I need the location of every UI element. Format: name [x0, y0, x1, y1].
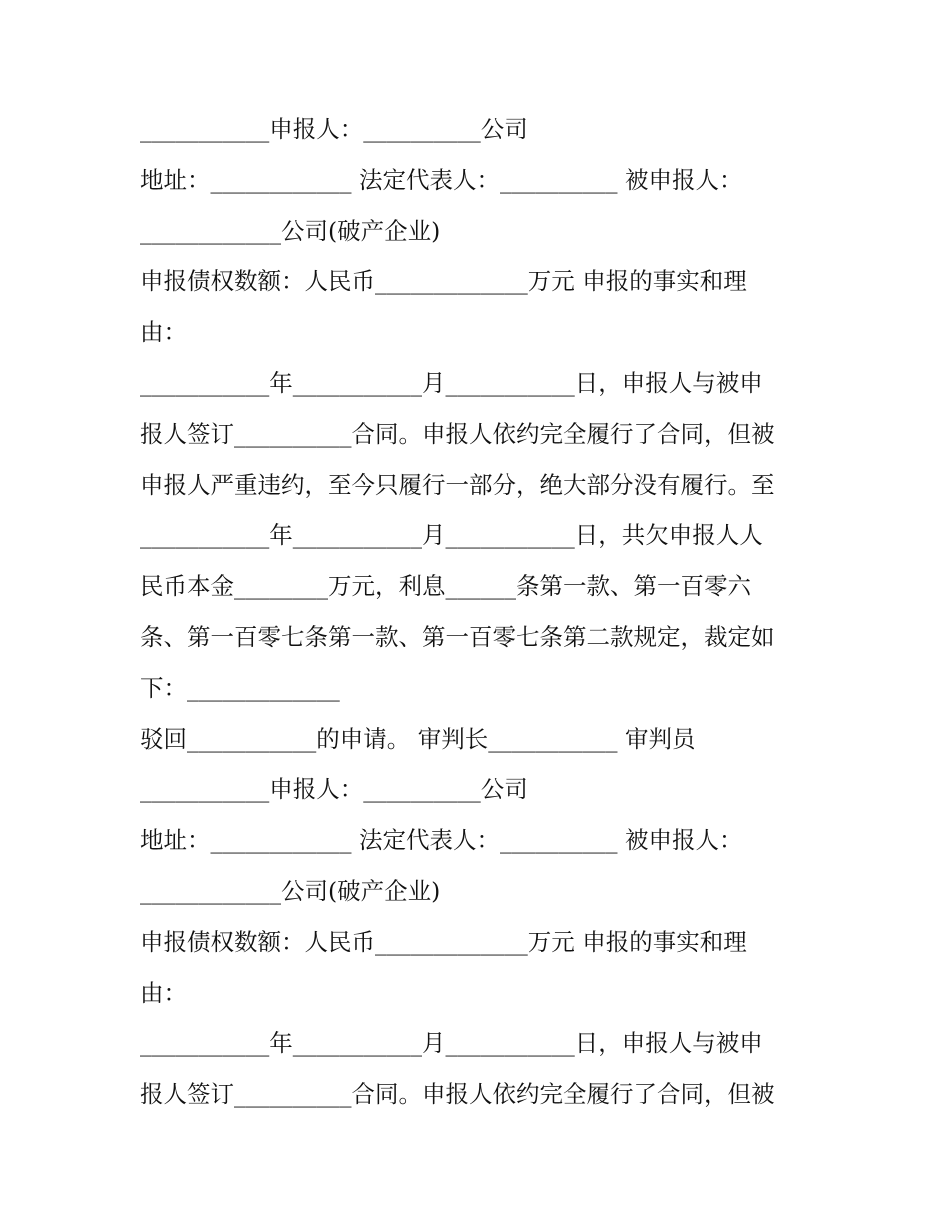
- text-line: ____________公司(破产企业): [140, 216, 441, 245]
- document-body: [140, 104, 820, 1120]
- text-line: 报人签订__________合同。申报人依约完全履行了合同，但被: [140, 1080, 775, 1109]
- text-line: 申报债权数额：人民币_____________万元 申报的事实和理: [140, 927, 747, 956]
- text-line: 由：: [140, 978, 187, 1007]
- text-line: 地址：____________ 法定代表人：__________ 被申报人：: [140, 165, 743, 194]
- text-line: 驳回___________的申请。 审判长___________ 审判员: [140, 724, 696, 753]
- text-line: 申报债权数额：人民币_____________万元 申报的事实和理: [140, 267, 747, 296]
- text-line: 报人签订__________合同。申报人依约完全履行了合同，但被: [140, 419, 775, 448]
- text-line: 地址：____________ 法定代表人：__________ 被申报人：: [140, 826, 743, 855]
- text-line: 申报人严重违约，至今只履行一部分，绝大部分没有履行。至: [140, 470, 775, 499]
- text-line: 由：: [140, 318, 187, 347]
- text-line: ___________年___________月___________日，共欠申报人人: [140, 521, 763, 550]
- text-line: ____________公司(破产企业): [140, 876, 441, 905]
- text-line: ___________年___________月___________日，申报人与被申: [140, 1029, 763, 1058]
- text-line: ___________申报人：__________公司: [140, 115, 528, 143]
- text-line: ___________申报人：__________公司: [140, 775, 528, 804]
- text-line: ___________年___________月___________日，申报人与被申: [140, 368, 763, 397]
- text-line: 下：_____________: [140, 673, 340, 702]
- text-line: 条、第一百零七条第一款、第一百零七条第二款规定，裁定如: [140, 622, 775, 651]
- text-line: 民币本金________万元，利息______条第一款、第一百零六: [140, 572, 751, 601]
